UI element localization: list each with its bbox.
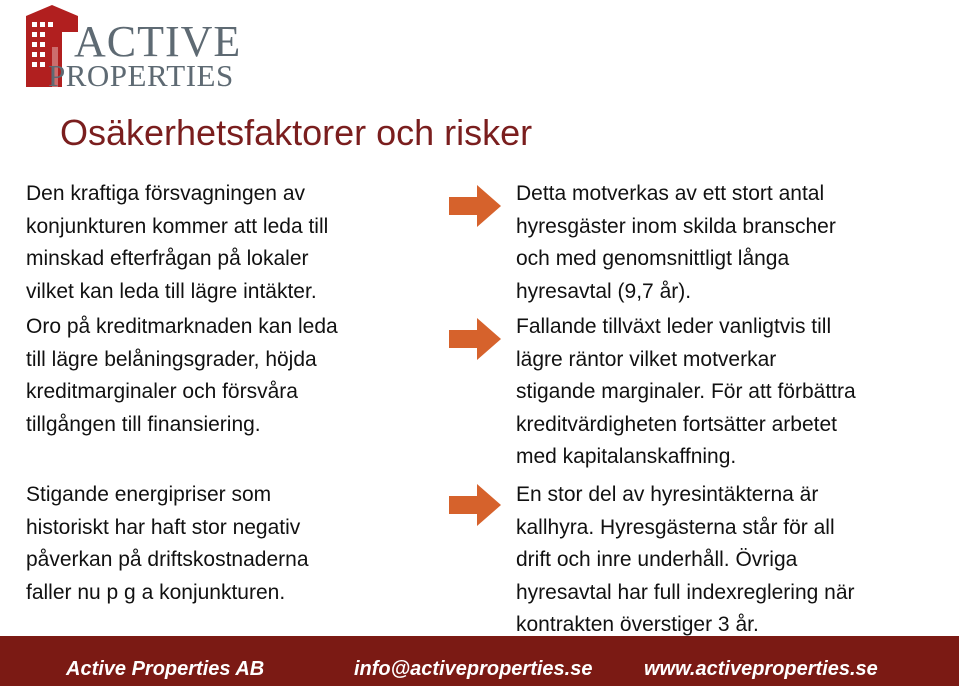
footer-company: Active Properties AB [66, 658, 265, 680]
arrow-right-icon [449, 484, 501, 526]
logo-text-active: ACTIVE [74, 17, 242, 66]
company-logo [22, 2, 272, 92]
arrow-right-icon [449, 318, 501, 360]
mitigation-2-text: Fallande tillväxt leder vanligtvis till lägre räntor vilket motverkar stigande marginaler. För att förbättra kreditvärdigheten fortsätter arbetet med kapitalanskaffning. [516, 315, 856, 468]
risk-3-text: Stigande energipriser som historiskt har haft stor negativ påverkan på driftskostnaderna faller nu p g a konjunkturen. [26, 483, 309, 604]
arrow-right-icon [449, 185, 501, 227]
mitigation-1-text: Detta motverkas av ett stort antal hyresgäster inom skilda branscher och med genomsnittligt långa hyresavtal (9,7 år). [516, 182, 836, 303]
mitigation-3-text: En stor del av hyresintäkterna är kallhyra. Hyresgästerna står för all drift och inre underhåll. Övriga hyresavtal har full indexreglering när kontrakten överstiger 3 år. [516, 483, 855, 636]
risk-1-text: Den kraftiga försvagningen av konjunkturen kommer att leda till minskad efterfrågan på lokaler vilket kan leda till lägre intäkter. [26, 182, 329, 303]
page-title: Osäkerhetsfaktorer och risker [60, 112, 533, 153]
footer-email-link[interactable]: info@activeproperties.se [354, 658, 593, 680]
risk-2-text: Oro på kreditmarknaden kan leda till lägre belåningsgrader, höjda kreditmarginaler och försvåra tillgången till finansiering. [26, 315, 338, 436]
footer-website-link[interactable]: www.activeproperties.se [644, 658, 878, 680]
logo-text-properties: PROPERTIES [48, 58, 234, 92]
footer-bar [0, 636, 959, 686]
